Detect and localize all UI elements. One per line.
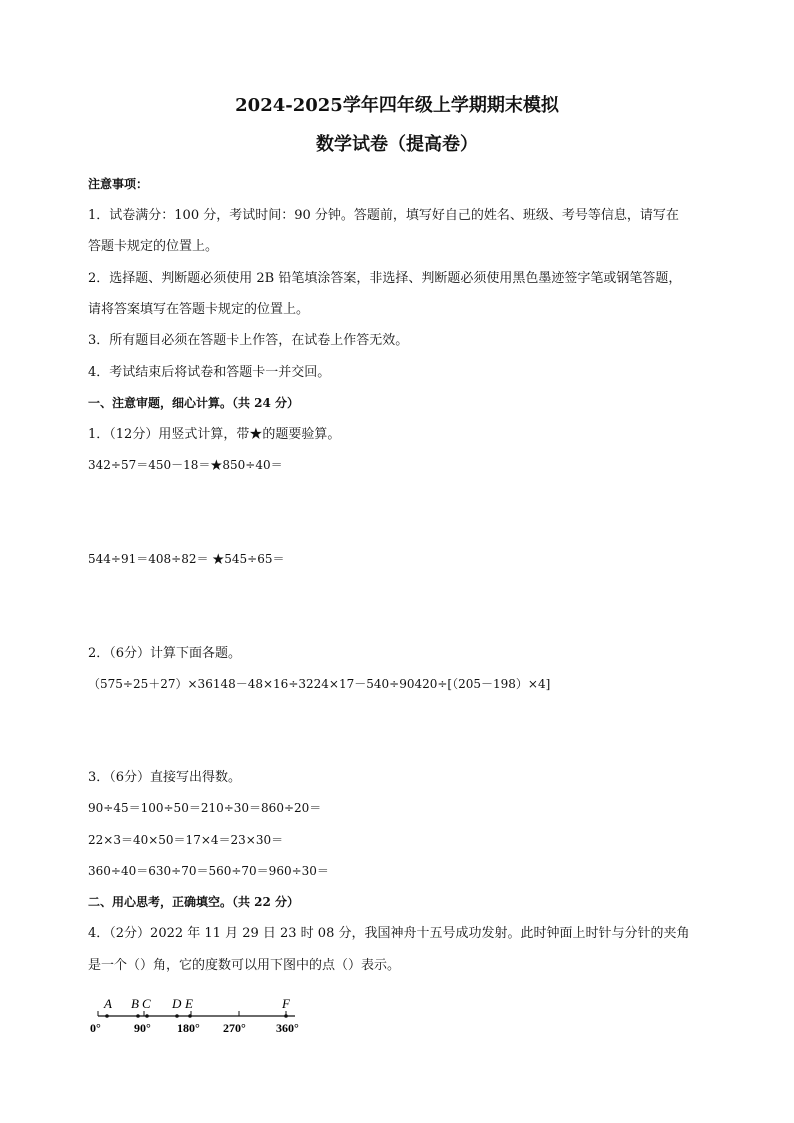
section2-heading: 二、用心思考，正确填空。（共 22 分） (88, 895, 300, 909)
notice-item3: 3．所有题目必须在答题卡上作答，在试卷上作答无效。 (88, 333, 409, 348)
notice-item2-line1: 2．选择题、判断题必须使用 2B 铅笔填涂答案，非选择、判断题必须使用黑色墨迹签字笔或钢笔答题， (88, 271, 682, 286)
tick-label-90: 90° (134, 1021, 151, 1035)
q3-row2: 22×3＝40×50＝17×4＝23×30＝ (88, 833, 284, 847)
exam-title-line1: 2024-2025学年四年级上学期期末模拟 (235, 95, 559, 116)
notice-item2-line2: 请将答案填写在答题卡规定的位置上。 (88, 302, 310, 317)
notice-item1-line1: 1．试卷满分：100 分，考试时间：90 分钟。答题前，填写好自己的姓名、班级、考号等信息，请写在 (88, 208, 679, 223)
angle-number-line (80, 994, 320, 1040)
q4-line2: 是一个（）角，它的度数可以用下图中的点（）表示。 (88, 958, 401, 973)
point-label-f: F (282, 996, 290, 1011)
point-a-dot (105, 1014, 109, 1018)
point-label-b: B (131, 996, 139, 1011)
point-label-e: E (185, 996, 193, 1011)
q1-stem: 1．（12分）用竖式计算，带★的题要验算。 (88, 427, 341, 442)
point-d-dot (175, 1014, 179, 1018)
point-c-dot (145, 1014, 149, 1018)
q3-row3: 360÷40＝630÷70＝560÷70＝960÷30＝ (88, 864, 329, 878)
tick-label-180: 180° (177, 1021, 200, 1035)
notice-item1-line2: 答题卡规定的位置上。 (88, 239, 219, 254)
point-f-dot (284, 1014, 288, 1018)
point-label-a: A (104, 996, 112, 1011)
point-b-dot (136, 1014, 140, 1018)
q3-stem: 3．（6分）直接写出得数。 (88, 770, 242, 785)
q1-row1: 342÷57＝450－18＝★850÷40＝ (88, 458, 283, 472)
q2-stem: 2．（6分）计算下面各题。 (88, 646, 242, 661)
q4-line1: 4．（2分）2022 年 11 月 29 日 23 时 08 分，我国神舟十五号成功发射。此时钟面上时针与分针的夹角 (88, 926, 690, 941)
tick-label-270: 270° (223, 1021, 246, 1035)
tick-label-0: 0° (90, 1021, 101, 1035)
section1-heading: 一、注意审题，细心计算。（共 24 分） (88, 396, 300, 410)
point-label-d: D (172, 996, 182, 1011)
q3-row1: 90÷45＝100÷50＝210÷30＝860÷20＝ (88, 801, 322, 815)
tick-label-360: 360° (276, 1021, 299, 1035)
point-label-c: C (142, 996, 151, 1011)
notice-item4: 4．考试结束后将试卷和答题卡一并交回。 (88, 365, 331, 380)
notice-heading: 注意事项： (88, 177, 149, 191)
point-e-dot (188, 1014, 192, 1018)
q1-row2: 544÷91＝408÷82＝ ★545÷65＝ (88, 552, 285, 566)
exam-title-line2: 数学试卷（提高卷） (316, 134, 478, 155)
q2-row1: （575÷25＋27）×36148－48×16÷3224×17－540÷90420÷[（205－198）×4] (88, 677, 551, 691)
